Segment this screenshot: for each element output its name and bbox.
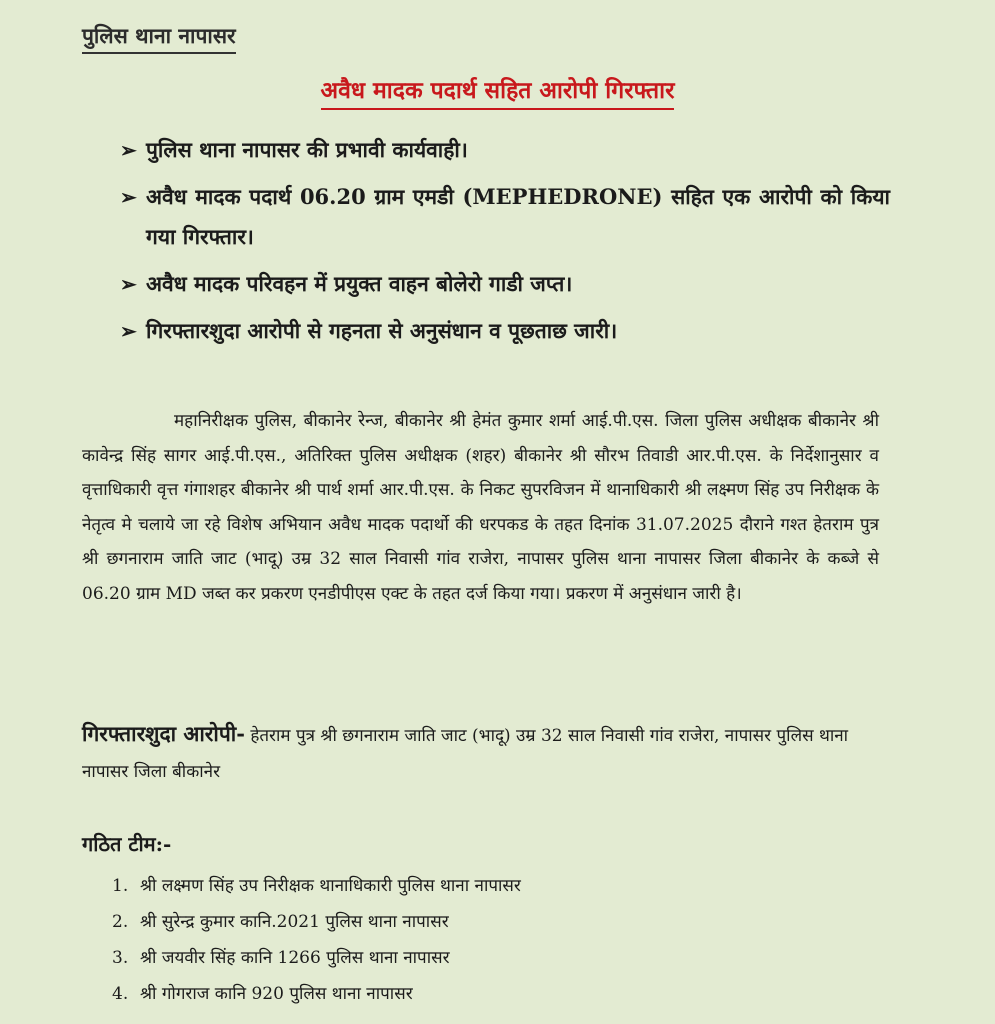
team-member-number: 3. <box>112 948 129 968</box>
team-member-number: 4. <box>112 984 129 1004</box>
accused-details: हेतराम पुत्र श्री छगनाराम जाति जाट (भादू) उम्र 32 साल निवासी गांव राजेरा, नापासर पुलिस थाना नापासर जिला बीकानेर <box>82 726 849 782</box>
team-member-text: श्री गोगराज कानि 920 पुलिस थाना नापासर <box>140 984 413 1004</box>
team-member-number: 2. <box>112 912 129 932</box>
arrow-bullet-icon: ➢ <box>120 185 137 209</box>
highlight-text: अवैध मादक पदार्थ 06.20 ग्राम एमडी (MEPHEDRONE) सहित एक आरोपी को किया गया गिरफ्तार। <box>146 184 890 249</box>
highlight-text: पुलिस थाना नापासर की प्रभावी कार्यवाही। <box>146 137 468 162</box>
press-release-title-wrap <box>0 73 995 110</box>
body-paragraph: महानिरीक्षक पुलिस, बीकानेर रेन्ज, बीकानेर श्री हेमंत कुमार शर्मा आई.पी.एस. जिला पुलिस अधीक्षक बीकानेर श्री कावेन्द्र सिंह सागर आई.पी.एस., अतिरिक्त पुलिस अधीक्षक (शहर) बीकानेर श्री सौरभ तिवाडी आर.पी.एस. के निर्देशानुसार व वृत्ताधिकारी वृत्त गंगाशहर बीकानेर श्री पार्थ शर्मा आर.पी.एस. के निकट सुपरविजन में थानाधिकारी श्री लक्ष्मण सिंह उप निरीक्षक के नेतृत्व मे चलाये जा रहे विशेष अभियान अवैध मादक पदार्थो की धरपकड के तहत दिनांक 31.07.2025 दौराने गश्त हेतराम पुत्र श्री छगनाराम जाति जाट (भादू) उम्र 32 साल निवासी गांव राजेरा, नापासर पुलिस थाना नापासर जिला बीकानेर के कब्जे से 06.20 ग्राम MD जब्त कर प्रकरण एनडीपीएस एक्ट के तहत दर्ज किया गया। प्रकरण में अनुसंधान जारी है। <box>82 411 879 604</box>
team-member-item <box>112 904 521 940</box>
highlights-list <box>120 130 890 358</box>
team-member-text: श्री सुरेन्द्र कुमार कानि.2021 पुलिस थाना नापासर <box>140 912 449 932</box>
arrow-bullet-icon: ➢ <box>120 272 137 296</box>
team-member-number: 1. <box>112 876 129 896</box>
press-release-title: अवैध मादक पदार्थ सहित आरोपी गिरफ्तार <box>321 73 675 110</box>
highlight-item <box>120 130 890 170</box>
arrow-bullet-icon: ➢ <box>120 319 137 343</box>
accused-label: गिरफ्तारशुदा आरोपी- <box>82 721 245 746</box>
arrow-bullet-icon: ➢ <box>120 138 137 162</box>
team-member-item <box>112 976 521 1012</box>
team-member-item <box>112 868 521 904</box>
team-member-item <box>112 940 521 976</box>
team-member-text: श्री जयवीर सिंह कानि 1266 पुलिस थाना नापासर <box>140 948 450 968</box>
accused-section <box>82 716 892 790</box>
highlight-item <box>120 264 890 304</box>
highlight-text: अवैध मादक परिवहन में प्रयुक्त वाहन बोलेरो गाडी जप्त। <box>146 271 573 296</box>
highlight-text: गिरफ्तारशुदा आरोपी से गहनता से अनुसंधान व पूछताछ जारी। <box>146 318 618 343</box>
station-heading: पुलिस थाना नापासर <box>82 22 236 54</box>
team-list <box>112 868 521 1012</box>
highlight-item <box>120 311 890 351</box>
team-heading: गठित टीम:- <box>82 832 172 856</box>
team-member-text: श्री लक्ष्मण सिंह उप निरीक्षक थानाधिकारी पुलिस थाना नापासर <box>140 876 521 896</box>
highlight-item <box>120 177 890 257</box>
